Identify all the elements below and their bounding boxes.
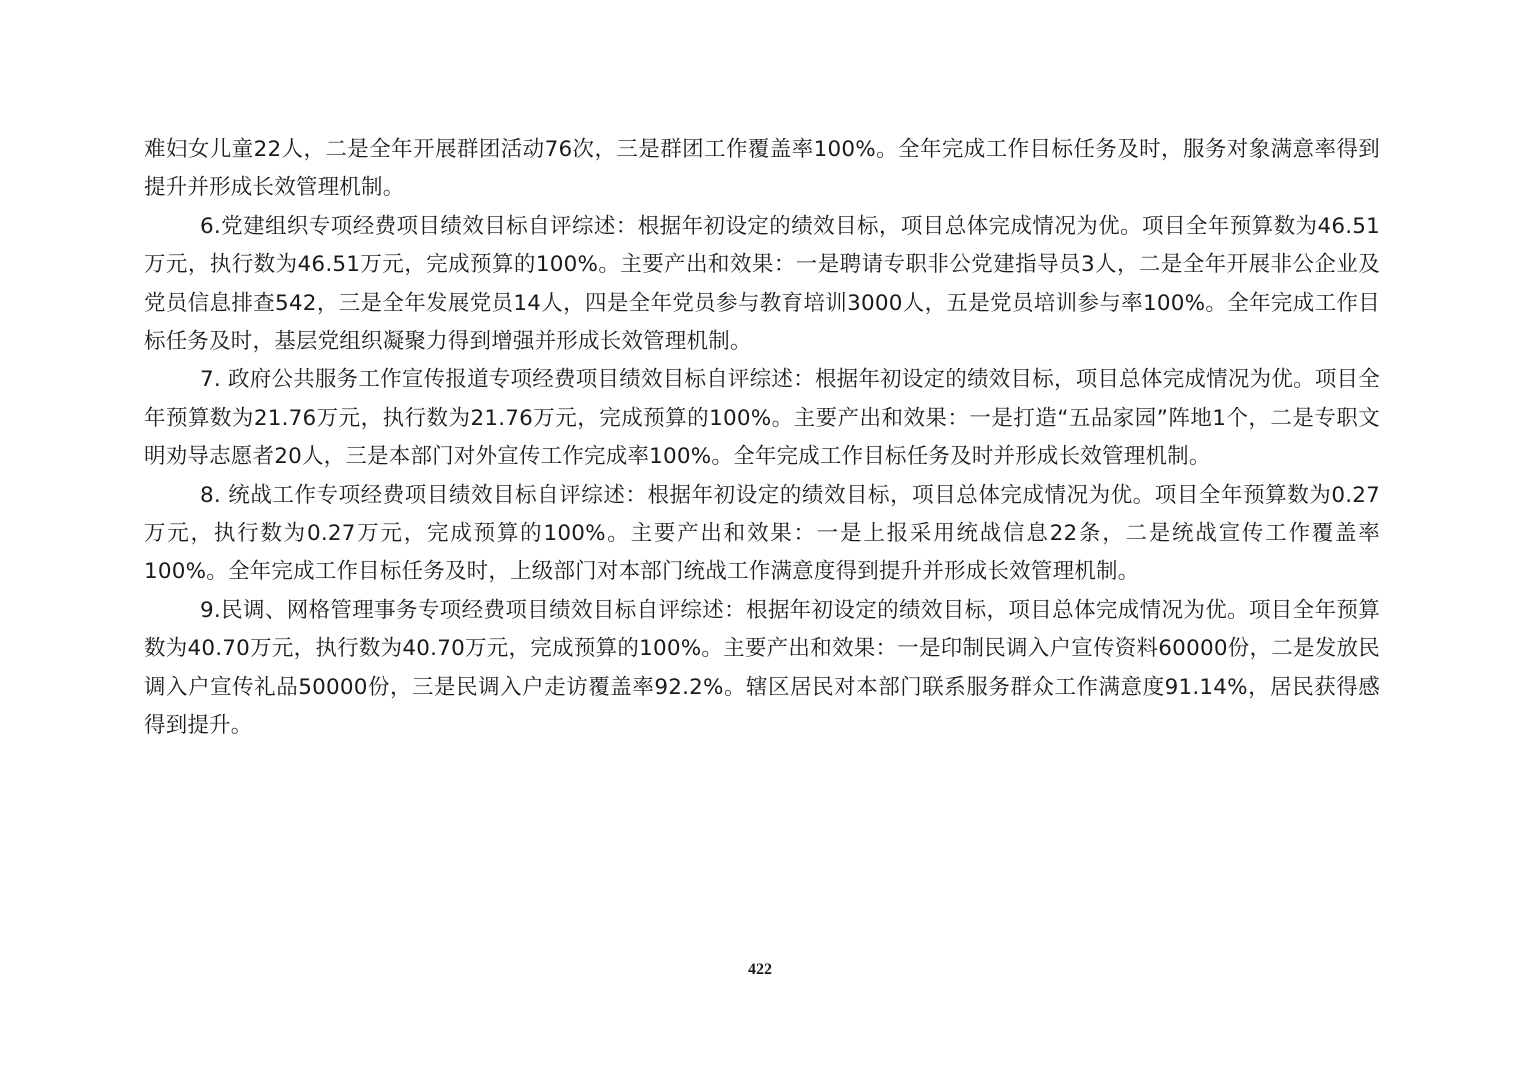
paragraph-continuation: 难妇女儿童22人，二是全年开展群团活动76次，三是群团工作覆盖率100%。全年完成工作目标任务及时，服务对象满意率得到提升并形成长效管理机制。 — [144, 137, 1380, 201]
paragraph-survey-grid-management: 9.民调、网格管理事务专项经费项目绩效目标自评综述：根据年初设定的绩效目标，项目总体完成情况为优。项目全年预算数为40.70万元，执行数为40.70万元，完成预算的100%。主要产出和效果：一是印制民调入户宣传资料60000份，二是发放民调入户宣传礼品50000份，三是民调入户走访覆盖率92.2%。辖区居民对本部门联系服务群众工作满意度91.14%，居民获得感得到提升。 — [144, 597, 1380, 739]
document-body — [144, 131, 1380, 746]
paragraph-united-front: 8. 统战工作专项经费项目绩效目标自评综述：根据年初设定的绩效目标，项目总体完成情况为优。项目全年预算数为0.27万元，执行数为0.27万元，完成预算的100%。主要产出和效果：一是上报采用统战信息22条，二是统战宣传工作覆盖率100%。全年完成工作目标任务及时，上级部门对本部门统战工作满意度得到提升并形成长效管理机制。 — [144, 482, 1380, 585]
paragraph-party-building: 6.党建组织专项经费项目绩效目标自评综述：根据年初设定的绩效目标，项目总体完成情况为优。项目全年预算数为46.51万元，执行数为46.51万元，完成预算的100%。主要产出和效果：一是聘请专职非公党建指导员3人，二是全年开展非公企业及党员信息排查542，三是全年发展党员14人，四是全年党员参与教育培训3000人，五是党员培训参与率100%。全年完成工作目标任务及时，基层党组织凝聚力得到增强并形成长效管理机制。 — [144, 213, 1380, 355]
paragraph-public-service-publicity: 7. 政府公共服务工作宣传报道专项经费项目绩效目标自评综述：根据年初设定的绩效目标，项目总体完成情况为优。项目全年预算数为21.76万元，执行数为21.76万元，完成预算的100%。主要产出和效果：一是打造“五品家园”阵地1个，二是专职文明劝导志愿者20人，三是本部门对外宣传工作完成率100%。全年完成工作目标任务及时并形成长效管理机制。 — [144, 367, 1380, 470]
page-number: 422 — [748, 961, 772, 978]
